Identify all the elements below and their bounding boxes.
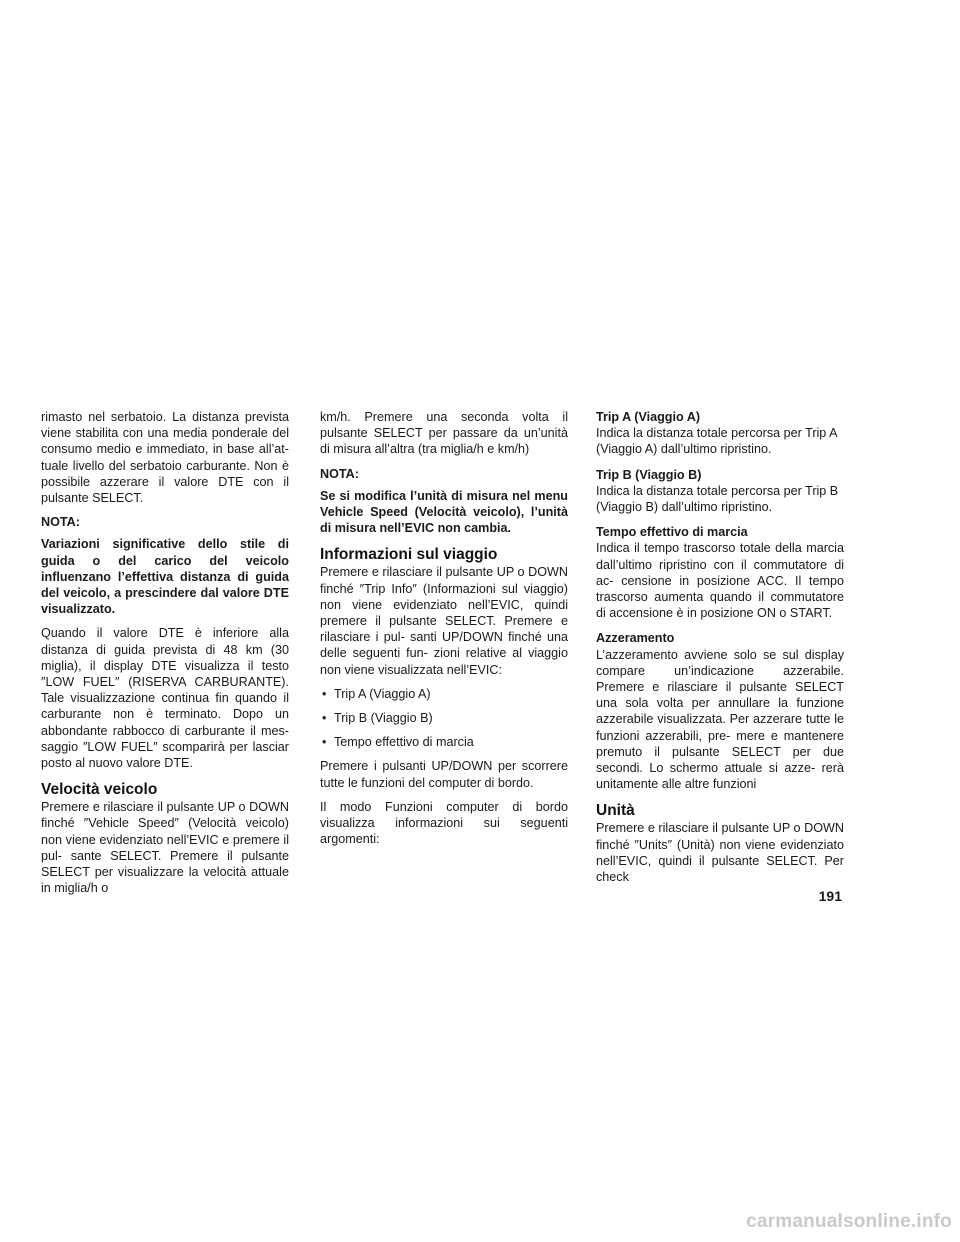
subsection-tempo-marcia xyxy=(596,524,844,621)
bullet-icon: • xyxy=(322,686,327,701)
subsection-trip-a xyxy=(596,409,844,458)
bullet-icon: • xyxy=(322,711,327,726)
paragraph: Premere e rilasciare il pulsante UP o DOWN finché ″Vehicle Speed″ (Velocità veicolo) non viene evidenziato nell’EVIC e premere il pul- sante SELECT. Premere il pulsante SELECT per visualizzare la velocità attuale in miglia/h o xyxy=(41,800,289,896)
subsection-azzeramento xyxy=(596,630,844,792)
bullet-icon: • xyxy=(322,735,327,750)
subsection-text: Indica la distanza totale percorsa per Trip B (Viaggio B) dall’ultimo ripristino. xyxy=(596,483,839,515)
note-label: NOTA: xyxy=(41,515,80,530)
paragraph: Il modo Funzioni computer di bordo visualizza informazioni sui seguenti argomenti: xyxy=(320,799,568,847)
column-right xyxy=(596,409,844,893)
paragraph: Premere e rilasciare il pulsante UP o DOWN finché ″Units″ (Unità) non viene evidenziato nell’EVIC, quindi il pulsante SELECT. Per check xyxy=(596,821,844,885)
section-heading-informazioni: Informazioni sul viaggio xyxy=(320,546,498,564)
paragraph: Premere i pulsanti UP/DOWN per scorrere tutte le funzioni del computer di bordo. xyxy=(320,759,568,790)
paragraph: km/h. Premere una seconda volta il pulsante SELECT per passare da un’unità di misura all’altra (tra miglia/h e km/h) xyxy=(320,410,568,457)
watermark: carmanualsonline.info xyxy=(746,1211,952,1232)
list-item-label: Tempo effettivo di marcia xyxy=(334,735,474,750)
section-heading-unita: Unità xyxy=(596,802,635,820)
subsection-text: Indica la distanza totale percorsa per Trip A (Viaggio A) dall’ultimo ripristino. xyxy=(596,426,837,457)
note-text: Variazioni significative dello stile di guida o del carico del veicolo influenzano l’effettiva distanza di guida del veicolo, a prescindere dal valore DTE visualizzato. xyxy=(41,537,289,617)
subsection-title: Trip A (Viaggio A) xyxy=(596,410,701,424)
subsection-text: Indica il tempo trascorso totale della marcia dall’ultimo ripristino con il commutatore di ac- censione in posizione ACC. Il tempo trascorso aumenta quando il commutatore di accensione è in posizione ON o START. xyxy=(596,541,844,621)
subsection-title: Tempo effettivo di marcia xyxy=(596,525,748,540)
section-heading-velocita: Velocità veicolo xyxy=(41,781,158,799)
paragraph: Premere e rilasciare il pulsante UP o DOWN finché ″Trip Info″ (Informazioni sul viaggio) non viene evidenziato nell’EVIC, quindi premere il pulsante SELECT. Premere e rilasciare i pul- santi UP/DOWN finché una delle seguenti fun- zioni relative al viaggio non viene visualizzata nell’EVIC: xyxy=(320,565,568,677)
subsection-title: Azzeramento xyxy=(596,631,675,646)
note-label: NOTA: xyxy=(320,466,359,481)
subsection-title: Trip B (Viaggio B) xyxy=(596,467,702,482)
subsection-text: L’azzeramento avviene solo se sul display compare un’indicazione azzerabile. Premere e rilasciare il pulsante SELECT una sola volta per annullare la funzione azzerabile visualizzata. Per azzerare tutte le funzioni azzerabili, pre- mere e mantenere premuto il pulsante SELECT per due secondi. Lo schermo attuale si azze- rerà unitamente alle altre funzioni xyxy=(596,647,844,792)
list-item xyxy=(320,734,568,750)
paragraph: rimasto nel serbatoio. La distanza prevista viene stabilita con una media ponderale del consumo medio e immediato, in base all’at- tuale livello del serbatoio carburante. Non è possibile azzerare il valore DTE con il pulsante SELECT. xyxy=(41,410,289,506)
paragraph: Quando il valore DTE è inferiore alla distanza di guida prevista di 48 km (30 miglia), il display DTE visualizza il testo ″LOW FUEL″ (RISERVA CARBURANTE). Tale visualizzazione continua fin quando il carburante non è terminato. Dopo un abbondante rabbocco di carburante il mes- saggio ″LOW FUEL″ scomparirà per lasciar posto al nuovo valore DTE. xyxy=(41,626,289,771)
column-left xyxy=(41,409,289,904)
page-number: 191 xyxy=(818,888,842,904)
bullet-list xyxy=(320,686,568,751)
list-item-label: Trip B (Viaggio B) xyxy=(334,711,433,726)
subsection-trip-b xyxy=(596,467,844,516)
list-item xyxy=(320,686,568,702)
column-middle xyxy=(320,409,568,855)
list-item xyxy=(320,710,568,726)
list-item-label: Trip A (Viaggio A) xyxy=(334,686,431,701)
note-text: Se si modifica l’unità di misura nel menu Vehicle Speed (Velocità veicolo), l’unità di misura nell’EVIC non cambia. xyxy=(320,488,568,536)
